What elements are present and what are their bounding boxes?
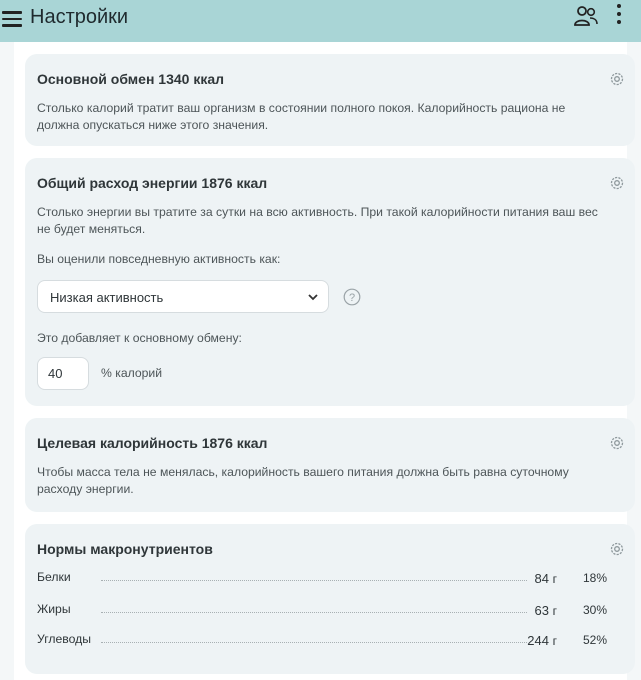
- tdee-card: [25, 158, 635, 406]
- macro-grams-value: 244: [527, 633, 549, 648]
- macro-grams-unit: г: [552, 604, 557, 618]
- macro-name: Белки: [37, 570, 71, 584]
- macro-percent: 52%: [582, 633, 607, 647]
- help-icon[interactable]: [343, 288, 361, 306]
- app-header: [0, 0, 641, 42]
- macros-card: [25, 524, 635, 674]
- menu-icon[interactable]: [2, 11, 22, 27]
- macro-percent: 30%: [582, 603, 607, 617]
- gear-icon[interactable]: [609, 435, 625, 451]
- macro-grams-value: 84: [534, 571, 549, 586]
- macro-leader-dots: [101, 580, 527, 581]
- activity-label: Вы оценили повседневную активность как:: [37, 252, 281, 266]
- target-title: Целевая калорийность 1876 ккал: [37, 435, 268, 451]
- macro-grams: [527, 633, 557, 648]
- macro-name: Жиры: [37, 602, 71, 616]
- gear-icon[interactable]: [609, 541, 625, 557]
- bmr-card: [25, 54, 635, 146]
- activity-select[interactable]: [37, 280, 329, 313]
- bmr-description: Столько калорий тратит ваш организм в состоянии полного покоя. Калорийность рациона не должна опускаться ниже этого значения.: [37, 101, 566, 132]
- macro-row-carbs: [37, 632, 607, 650]
- gear-icon[interactable]: [609, 71, 625, 87]
- target-description: Чтобы масса тела не менялась, калорийность вашего питания должна быть равна суточному расходу энергии.: [37, 465, 569, 496]
- chevron-down-icon: [308, 293, 318, 301]
- macro-name: Углеводы: [37, 632, 91, 646]
- macro-percent: 18%: [582, 571, 607, 585]
- macros-title: Нормы макронутриентов: [37, 541, 213, 557]
- tdee-title: Общий расход энергии 1876 ккал: [37, 175, 268, 191]
- macro-grams: [535, 571, 557, 586]
- more-vertical-icon[interactable]: [614, 4, 624, 30]
- gear-icon[interactable]: [609, 175, 625, 191]
- macro-grams-unit: г: [552, 572, 557, 586]
- macro-leader-dots: [101, 642, 527, 643]
- page-title: Настройки: [30, 6, 129, 28]
- macro-row-fat: [37, 602, 607, 620]
- users-icon[interactable]: [574, 5, 598, 27]
- svg-text:?: ?: [348, 292, 356, 304]
- macro-grams: [535, 603, 557, 618]
- macro-grams-unit: г: [552, 634, 557, 648]
- tdee-description: Столько энергии вы тратите за сутки на всю активность. При такой калорийности питания ваш вес не будет меняться.: [37, 205, 598, 236]
- target-card: [25, 418, 635, 512]
- percent-unit-label: % калорий: [101, 366, 163, 380]
- percent-input[interactable]: 40: [37, 357, 89, 390]
- macro-grams-value: 63: [534, 603, 549, 618]
- macro-leader-dots: [101, 612, 527, 613]
- adds-label: Это добавляет к основному обмену:: [37, 331, 242, 345]
- activity-select-value: Низкая активность: [50, 290, 164, 305]
- settings-content: [14, 42, 627, 680]
- bmr-title: Основной обмен 1340 ккал: [37, 71, 225, 87]
- macro-row-protein: [37, 570, 607, 588]
